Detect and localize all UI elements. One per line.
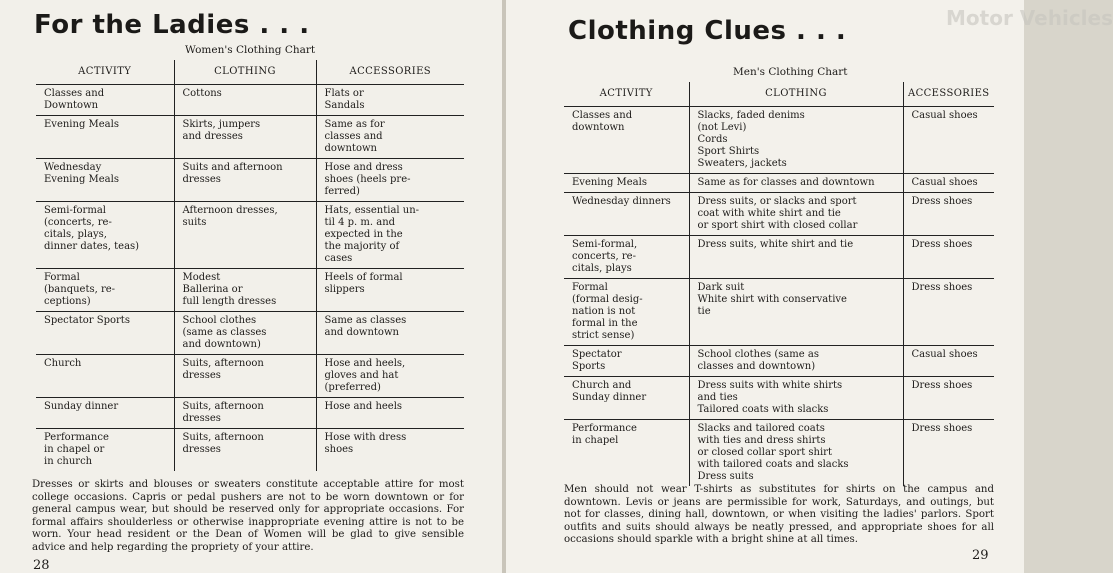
page-title: Clothing Clues . . .	[568, 16, 847, 46]
accessories-header: ACCESSORIES	[316, 60, 464, 85]
bleed-through-text: Motor Vehicles	[946, 6, 1113, 30]
activity-cell: Wednesday Evening Meals	[36, 159, 174, 202]
table-row	[36, 429, 464, 472]
table-row	[564, 107, 994, 174]
activity-header: ACTIVITY	[36, 60, 174, 85]
page-title: For the Ladies . . .	[34, 10, 310, 40]
accessories-cell: Casual shoes	[903, 107, 994, 174]
table-row	[36, 202, 464, 269]
clothing-cell: School clothes (same as classes and downtown)	[174, 312, 316, 355]
accessories-header: ACCESSORIES	[903, 82, 994, 107]
accessories-cell: Dress shoes	[903, 377, 994, 420]
men-clothing-table	[564, 82, 994, 486]
women-clothing-table	[36, 60, 464, 471]
clothing-cell: Suits, afternoon dresses	[174, 429, 316, 472]
activity-cell: Church	[36, 355, 174, 398]
accessories-cell: Same as for classes and downtown	[316, 116, 464, 159]
clothing-cell: Afternoon dresses, suits	[174, 202, 316, 269]
table-header-row	[564, 82, 994, 107]
table-row	[36, 116, 464, 159]
clothing-cell: Cottons	[174, 85, 316, 116]
clothing-cell: Slacks and tailored coats with ties and dress shirts or closed collar sport shirt with tailored coats and slacks Dress suits	[689, 420, 903, 487]
clothing-cell: Modest Ballerina or full length dresses	[174, 269, 316, 312]
table-row	[564, 279, 994, 346]
table-row	[564, 377, 994, 420]
activity-cell: Sunday dinner	[36, 398, 174, 429]
chart-subtitle: Men's Clothing Chart	[733, 66, 848, 78]
clothing-cell: Dress suits, white shirt and tie	[689, 236, 903, 279]
accessories-cell: Hose and heels	[316, 398, 464, 429]
activity-cell: Spectator Sports	[564, 346, 689, 377]
accessories-cell: Heels of formal slippers	[316, 269, 464, 312]
accessories-cell: Dress shoes	[903, 193, 994, 236]
table-row	[36, 398, 464, 429]
clothing-cell: Suits, afternoon dresses	[174, 398, 316, 429]
clothing-cell: Slacks, faded denims (not Levi) Cords Sport Shirts Sweaters, jackets	[689, 107, 903, 174]
activity-cell: Classes and downtown	[564, 107, 689, 174]
clothing-header: CLOTHING	[174, 60, 316, 85]
activity-cell: Formal (formal desig- nation is not formal in the strict sense)	[564, 279, 689, 346]
table-row	[36, 312, 464, 355]
accessories-cell: Dress shoes	[903, 236, 994, 279]
accessories-cell: Same as classes and downtown	[316, 312, 464, 355]
clothing-cell: Dress suits, or slacks and sport coat with white shirt and tie or sport shirt with closed collar	[689, 193, 903, 236]
activity-cell: Semi-formal (concerts, re- citals, plays, dinner dates, teas)	[36, 202, 174, 269]
table-row	[564, 420, 994, 487]
activity-cell: Formal (banquets, re- ceptions)	[36, 269, 174, 312]
clothing-cell: Dark suit White shirt with conservative tie	[689, 279, 903, 346]
right-page	[506, 0, 1113, 573]
table-row	[36, 355, 464, 398]
activity-cell: Church and Sunday dinner	[564, 377, 689, 420]
clothing-cell: Dress suits with white shirts and ties Tailored coats with slacks	[689, 377, 903, 420]
activity-header: ACTIVITY	[564, 82, 689, 107]
table-row	[564, 193, 994, 236]
table-row	[564, 174, 994, 193]
left-page	[0, 0, 502, 573]
table-row	[564, 346, 994, 377]
activity-cell: Semi-formal, concerts, re- citals, plays	[564, 236, 689, 279]
women-attire-note: Dresses or skirts and blouses or sweaters constitute acceptable attire for most college occasions. Capris or pedal pushers are not to be worn downtown or for general campus wear, but should be reserved only for appropriate occasions. For formal affairs shoulderless or otherwise inappropriate evening attire is not to be worn. Your head resident or the Dean of Women will be glad to give sensible advice and help regarding the propriety of your attire.	[32, 479, 464, 553]
accessories-cell: Casual shoes	[903, 174, 994, 193]
accessories-cell: Hose and dress shoes (heels pre- ferred)	[316, 159, 464, 202]
activity-cell: Performance in chapel or in church	[44, 432, 109, 467]
accessories-cell: Hose with dress shoes	[316, 429, 464, 472]
accessories-cell: Dress shoes	[903, 420, 994, 487]
accessories-cell: Dress shoes	[903, 279, 994, 346]
accessories-cell: Casual shoes	[903, 346, 994, 377]
men-attire-note: Men should not wear T-shirts as substitutes for shirts on the campus and downtown. Levis or jeans are permissible for work, Saturdays, and outings, but not for classes, dining hall, downtown, or when visiting the ladies' parlors. Sport outfits and suits should always be neatly pressed, and appropriate shoes for all occasions should sparkle with a bright shine at all times.	[564, 484, 994, 545]
activity-cell: Spectator Sports	[36, 312, 174, 355]
table-row	[36, 269, 464, 312]
table-header-row	[36, 60, 464, 85]
accessories-cell: Hats, essential un- til 4 p. m. and expected in the the majority of cases	[316, 202, 464, 269]
chart-subtitle: Women's Clothing Chart	[185, 44, 316, 56]
activity-cell: Evening Meals	[564, 174, 689, 193]
page-number: 29	[972, 548, 989, 563]
clothing-cell: Skirts, jumpers and dresses	[174, 116, 316, 159]
table-row	[564, 236, 994, 279]
clothing-header: CLOTHING	[689, 82, 903, 107]
activity-cell: Wednesday dinners	[564, 193, 689, 236]
clothing-cell: Same as for classes and downtown	[689, 174, 903, 193]
table-row	[36, 159, 464, 202]
activity-cell: Performance in chapel	[572, 423, 637, 446]
table-row	[36, 85, 464, 116]
clothing-cell: Suits and afternoon dresses	[174, 159, 316, 202]
clothing-cell: School clothes (same as classes and downtown)	[689, 346, 903, 377]
accessories-cell: Hose and heels, gloves and hat (preferred)	[316, 355, 464, 398]
activity-cell: Classes and Downtown	[36, 85, 174, 116]
activity-cell: Evening Meals	[36, 116, 174, 159]
page-number: 28	[33, 558, 50, 573]
clothing-cell: Suits, afternoon dresses	[174, 355, 316, 398]
accessories-cell: Flats or Sandals	[316, 85, 464, 116]
